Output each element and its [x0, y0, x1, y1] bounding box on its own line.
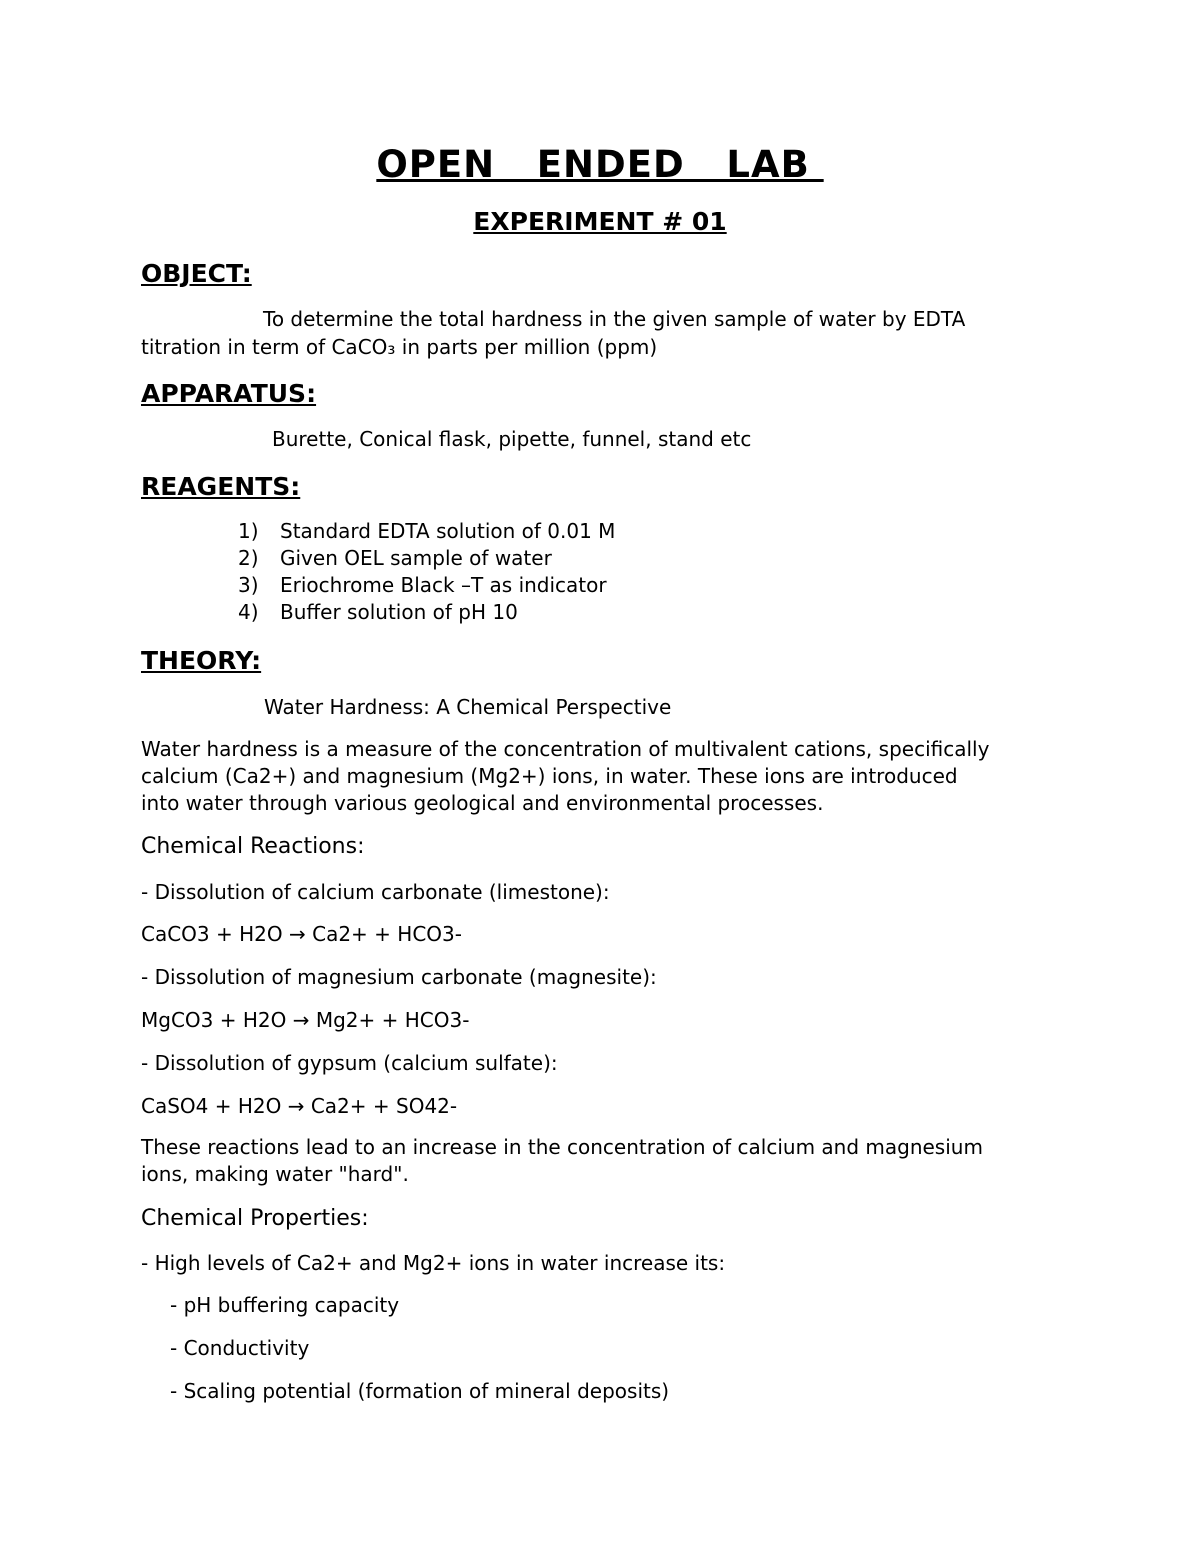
apparatus-heading: APPARATUS:: [141, 379, 317, 408]
reaction-3-label: - Dissolution of gypsum (calcium sulfate):: [141, 1051, 558, 1075]
property-item: - pH buffering capacity: [170, 1293, 400, 1317]
reaction-1-equation: CaCO3 + H2O → Ca2+ + HCO3-: [141, 922, 462, 946]
property-item: - Scaling potential (formation of mineral deposits): [170, 1379, 670, 1403]
list-item: [238, 545, 615, 572]
list-item-number: 4): [238, 600, 259, 624]
list-item-number: 2): [238, 546, 259, 570]
list-item: [238, 518, 615, 545]
apparatus-text: Burette, Conical flask, pipette, funnel, stand etc: [272, 427, 752, 451]
reaction-1-label: - Dissolution of calcium carbonate (limestone):: [141, 880, 610, 904]
property-item: - Conductivity: [170, 1336, 310, 1360]
theory-heading: THEORY:: [141, 646, 262, 675]
list-item: [238, 572, 615, 599]
theory-intro-paragraph: Water hardness is a measure of the concentration of multivalent cations, specifically calcium (Ca2+) and magnesium (Mg2+) ions, in water. These ions are introduced into water through various geological and environmental processes.: [141, 737, 990, 815]
reactions-conclusion-paragraph: These reactions lead to an increase in the concentration of calcium and magnesium ions, making water "hard".: [141, 1135, 983, 1186]
list-item-text: Given OEL sample of water: [280, 546, 552, 570]
list-item-number: 1): [238, 519, 259, 543]
reagents-heading: REAGENTS:: [141, 472, 301, 501]
object-text-line2: titration in term of CaCO₃ in parts per million (ppm): [141, 335, 658, 359]
object-text-line1: To determine the total hardness in the given sample of water by EDTA: [263, 307, 966, 331]
list-item-text: Eriochrome Black –T as indicator: [280, 573, 607, 597]
theory-subtitle: Water Hardness: A Chemical Perspective: [264, 695, 672, 719]
list-item-text: Buffer solution of pH 10: [280, 600, 518, 624]
list-item-number: 3): [238, 573, 259, 597]
reagents-list: [238, 518, 615, 626]
chemical-properties-heading: Chemical Properties:: [141, 1206, 369, 1231]
reaction-3-equation: CaSO4 + H2O → Ca2+ + SO42-: [141, 1094, 458, 1118]
object-heading: OBJECT:: [141, 259, 252, 288]
list-item-text: Standard EDTA solution of 0.01 M: [280, 519, 616, 543]
reaction-2-equation: MgCO3 + H2O → Mg2+ + HCO3-: [141, 1008, 470, 1032]
experiment-number: EXPERIMENT # 01: [473, 207, 727, 236]
chemical-reactions-heading: Chemical Reactions:: [141, 834, 365, 859]
properties-intro: - High levels of Ca2+ and Mg2+ ions in water increase its:: [141, 1251, 726, 1275]
page-title: OPEN ENDED LAB: [376, 143, 824, 186]
list-item: [238, 599, 615, 626]
reaction-2-label: - Dissolution of magnesium carbonate (magnesite):: [141, 965, 657, 989]
